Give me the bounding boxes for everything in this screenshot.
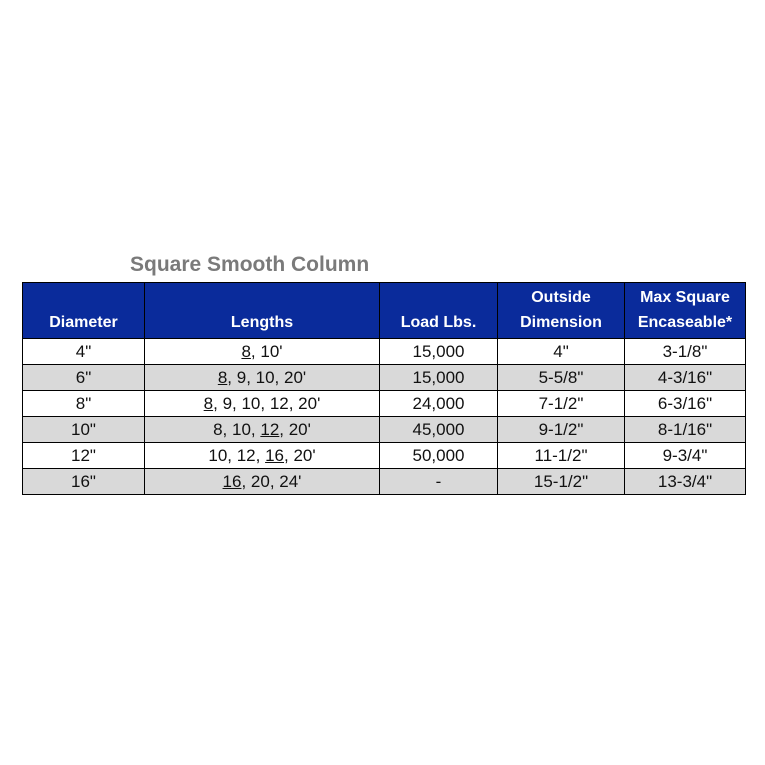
lengths-segment: , 20, 24' bbox=[241, 472, 302, 491]
header-lengths-label: Lengths bbox=[230, 314, 294, 331]
cell-max-square: 6-3/16" bbox=[625, 391, 746, 417]
cell-load: 24,000 bbox=[380, 391, 498, 417]
cell-load: 50,000 bbox=[380, 443, 498, 469]
cell-diameter: 10" bbox=[23, 417, 145, 443]
table-body bbox=[23, 339, 746, 495]
header-outside-line1: Outside bbox=[531, 289, 591, 306]
table-row bbox=[23, 443, 746, 469]
lengths-segment: 8 bbox=[241, 342, 251, 361]
lengths-segment: 8 bbox=[203, 394, 214, 413]
cell-load: 45,000 bbox=[380, 417, 498, 443]
cell-diameter: 6" bbox=[23, 365, 145, 391]
table-row bbox=[23, 339, 746, 365]
cell-outside-dimension: 11-1/2" bbox=[498, 443, 625, 469]
lengths-segment: 16 bbox=[222, 472, 242, 491]
header-diameter bbox=[23, 283, 145, 339]
lengths-segment: , 10' bbox=[250, 342, 283, 361]
table-title: Square Smooth Column bbox=[130, 253, 370, 276]
lengths-segment: , 9, 10, 12, 20' bbox=[213, 394, 321, 413]
header-max-line1: Max Square bbox=[640, 289, 730, 306]
header-lengths bbox=[145, 283, 380, 339]
lengths-segment: , 20' bbox=[279, 420, 311, 439]
cell-outside-dimension: 9-1/2" bbox=[498, 417, 625, 443]
table-row bbox=[23, 365, 746, 391]
header-load-label: Load Lbs. bbox=[400, 314, 477, 331]
spec-table bbox=[22, 282, 746, 495]
header-load bbox=[380, 283, 498, 339]
lengths-segment: , 9, 10, 20' bbox=[227, 368, 307, 387]
table-row bbox=[23, 469, 746, 495]
cell-diameter: 16" bbox=[23, 469, 145, 495]
header-outside-line2: Dimension bbox=[520, 314, 602, 331]
cell-outside-dimension: 15-1/2" bbox=[498, 469, 625, 495]
cell-max-square: 13-3/4" bbox=[625, 469, 746, 495]
lengths-segment: 8, 10, bbox=[213, 420, 261, 439]
header-outside-dimension bbox=[498, 283, 625, 339]
cell-load: 15,000 bbox=[380, 365, 498, 391]
cell-diameter: 8" bbox=[23, 391, 145, 417]
table-row bbox=[23, 391, 746, 417]
cell-load: - bbox=[380, 469, 498, 495]
cell-max-square: 4-3/16" bbox=[625, 365, 746, 391]
cell-load: 15,000 bbox=[380, 339, 498, 365]
lengths-segment: , 20' bbox=[284, 446, 316, 465]
cell-max-square: 9-3/4" bbox=[625, 443, 746, 469]
cell-lengths bbox=[145, 443, 380, 469]
table-row bbox=[23, 417, 746, 443]
cell-max-square: 8-1/16" bbox=[625, 417, 746, 443]
cell-outside-dimension: 4" bbox=[498, 339, 625, 365]
cell-outside-dimension: 5-5/8" bbox=[498, 365, 625, 391]
header-max-square bbox=[625, 283, 746, 339]
lengths-segment: 16 bbox=[265, 446, 285, 465]
cell-lengths bbox=[145, 391, 380, 417]
cell-lengths bbox=[145, 339, 380, 365]
cell-max-square: 3-1/8" bbox=[625, 339, 746, 365]
cell-diameter: 12" bbox=[23, 443, 145, 469]
header-diameter-label: Diameter bbox=[49, 314, 118, 331]
cell-diameter: 4" bbox=[23, 339, 145, 365]
header-row bbox=[23, 283, 746, 339]
cell-lengths bbox=[145, 365, 380, 391]
lengths-segment: 10, 12, bbox=[208, 446, 266, 465]
cell-lengths bbox=[145, 417, 380, 443]
cell-outside-dimension: 7-1/2" bbox=[498, 391, 625, 417]
cell-lengths bbox=[145, 469, 380, 495]
lengths-segment: 12 bbox=[260, 420, 280, 439]
header-max-line2: Encaseable* bbox=[637, 314, 733, 331]
lengths-segment: 8 bbox=[217, 368, 228, 387]
